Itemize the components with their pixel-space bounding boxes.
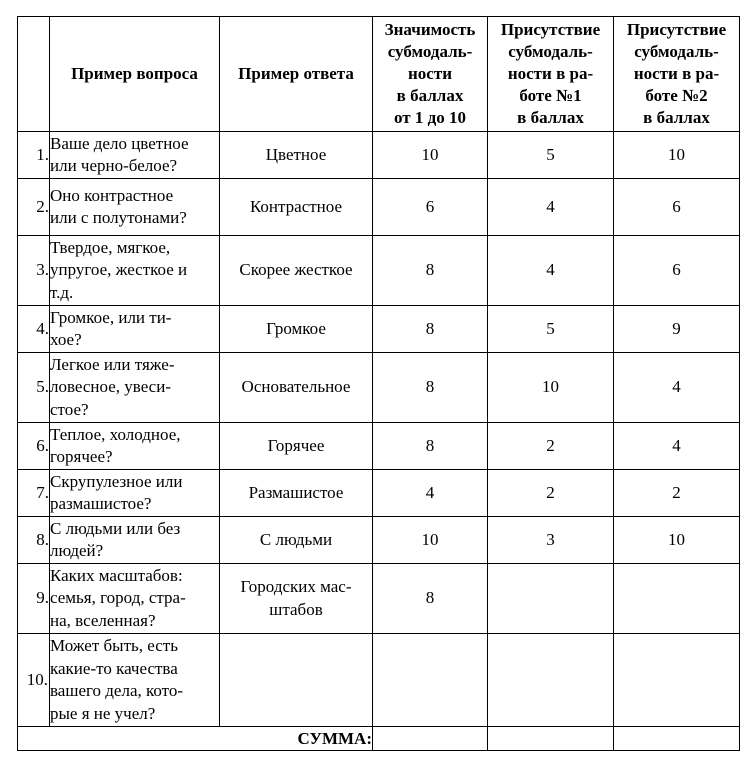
row-number: 8.	[18, 517, 50, 564]
table-row	[18, 564, 740, 634]
work1-cell	[488, 564, 614, 634]
answer-cell: Скорее жесткое	[220, 236, 373, 306]
row-number: 7.	[18, 470, 50, 517]
significance-cell: 10	[373, 132, 488, 179]
significance-cell: 8	[373, 236, 488, 306]
answer-cell: Основательное	[220, 353, 373, 423]
table-row	[18, 132, 740, 179]
answer-cell: Размашистое	[220, 470, 373, 517]
work2-cell: 10	[614, 517, 740, 564]
question-cell: Легкое или тяже- ловесное, увеси- стое?	[50, 353, 220, 423]
significance-cell: 8	[373, 353, 488, 423]
answer-cell: С людьми	[220, 517, 373, 564]
header-answer	[220, 17, 373, 132]
sum-label: СУММА:	[18, 727, 373, 751]
significance-cell: 4	[373, 470, 488, 517]
sum-work2-cell	[614, 727, 740, 751]
submodality-table	[17, 16, 740, 751]
question-cell: С людьми или без людей?	[50, 517, 220, 564]
work1-cell: 2	[488, 470, 614, 517]
table-row	[18, 236, 740, 306]
table-row	[18, 353, 740, 423]
question-cell: Ваше дело цветное или черно-белое?	[50, 132, 220, 179]
answer-cell: Громкое	[220, 306, 373, 353]
answer-cell	[220, 634, 373, 727]
work2-cell: 4	[614, 423, 740, 470]
table-row	[18, 470, 740, 517]
work1-cell	[488, 634, 614, 727]
significance-cell: 10	[373, 517, 488, 564]
work1-cell: 3	[488, 517, 614, 564]
header-answer-text: Пример ответа	[238, 64, 354, 83]
header-significance	[373, 17, 488, 132]
table-row	[18, 179, 740, 236]
header-significance-text: Значимость субмодаль- ности в баллах от 1 до 10	[384, 20, 476, 127]
significance-cell: 8	[373, 306, 488, 353]
significance-cell: 8	[373, 423, 488, 470]
row-number: 2.	[18, 179, 50, 236]
sum-significance-cell	[373, 727, 488, 751]
significance-cell: 8	[373, 564, 488, 634]
answer-cell: Контрастное	[220, 179, 373, 236]
question-cell: Может быть, есть какие-то качества вашего дела, кото- рые я не учел?	[50, 634, 220, 727]
header-work1	[488, 17, 614, 132]
answer-cell: Цветное	[220, 132, 373, 179]
significance-cell: 6	[373, 179, 488, 236]
work2-cell: 6	[614, 179, 740, 236]
row-number: 4.	[18, 306, 50, 353]
row-number: 10.	[18, 634, 50, 727]
header-row	[18, 17, 740, 132]
row-number: 9.	[18, 564, 50, 634]
question-cell: Теплое, холодное, горячее?	[50, 423, 220, 470]
work2-cell: 10	[614, 132, 740, 179]
table-row	[18, 306, 740, 353]
question-cell: Скрупулезное или размашистое?	[50, 470, 220, 517]
work2-cell: 9	[614, 306, 740, 353]
work1-cell: 2	[488, 423, 614, 470]
significance-cell	[373, 634, 488, 727]
table-row	[18, 423, 740, 470]
work1-cell: 10	[488, 353, 614, 423]
sum-row	[18, 727, 740, 751]
answer-cell: Горячее	[220, 423, 373, 470]
work1-cell: 4	[488, 179, 614, 236]
question-cell: Каких масштабов: семья, город, стра- на, вселенная?	[50, 564, 220, 634]
sum-work1-cell	[488, 727, 614, 751]
table-row	[18, 634, 740, 727]
work2-cell	[614, 634, 740, 727]
question-cell: Громкое, или ти- хое?	[50, 306, 220, 353]
header-question	[50, 17, 220, 132]
header-work1-text: Присутствие субмодаль- ности в ра- боте №1 в баллах	[500, 20, 601, 127]
header-work2	[614, 17, 740, 132]
answer-cell: Городских мас- штабов	[220, 564, 373, 634]
work1-cell: 5	[488, 132, 614, 179]
work2-cell: 6	[614, 236, 740, 306]
work1-cell: 4	[488, 236, 614, 306]
question-cell: Оно контрастное или с полутонами?	[50, 179, 220, 236]
work1-cell: 5	[488, 306, 614, 353]
row-number: 6.	[18, 423, 50, 470]
row-number: 1.	[18, 132, 50, 179]
question-cell: Твердое, мягкое, упругое, жесткое и т.д.	[50, 236, 220, 306]
header-question-text: Пример вопроса	[71, 64, 198, 83]
row-number: 5.	[18, 353, 50, 423]
work2-cell	[614, 564, 740, 634]
row-number: 3.	[18, 236, 50, 306]
work2-cell: 4	[614, 353, 740, 423]
header-num	[18, 17, 50, 132]
header-work2-text: Присутствие субмодаль- ности в ра- боте №2 в баллах	[626, 20, 727, 127]
table-row	[18, 517, 740, 564]
work2-cell: 2	[614, 470, 740, 517]
